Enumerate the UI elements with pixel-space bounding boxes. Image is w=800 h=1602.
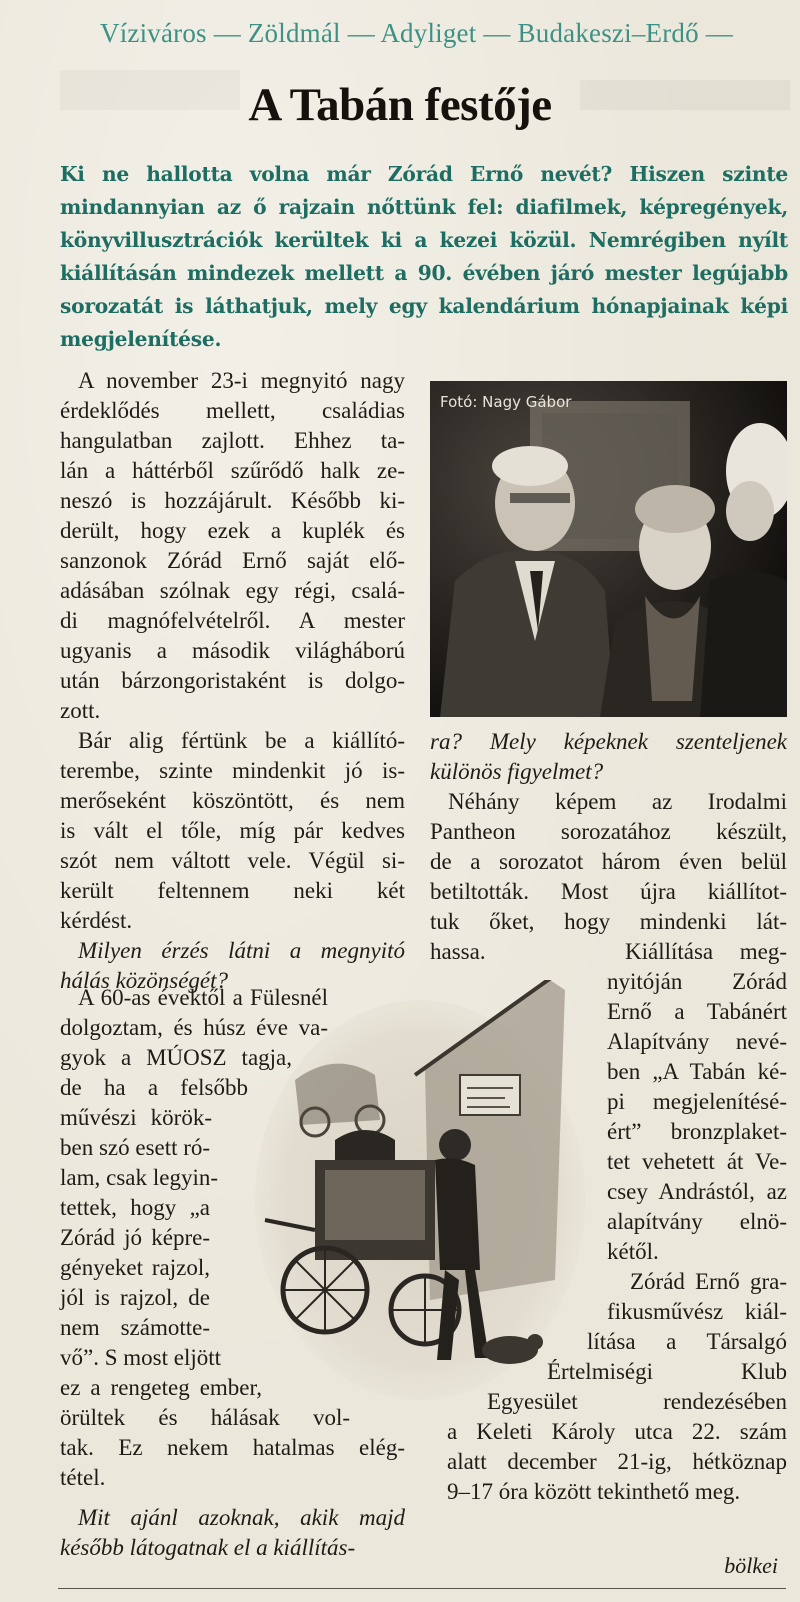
paragraph-line: de a sorozatot három éven belül <box>430 849 787 874</box>
paragraph-line: lítása a Társalgó <box>587 1329 787 1354</box>
illustration-organ-grinder <box>255 980 585 1400</box>
paragraph-line: tak. Ez nekem hatalmas elég- <box>60 1435 405 1460</box>
paragraph-line: alapítvány elnö- <box>607 1209 787 1234</box>
paragraph-line: Ernő a Tabánért <box>607 999 787 1024</box>
paragraph-line: vő”. S most eljött <box>60 1345 221 1370</box>
paragraph-line: ben „A Tabán ké- <box>607 1059 787 1084</box>
question-line: hálás közönségét? <box>60 968 229 993</box>
exhibition-photo <box>430 381 787 717</box>
paragraph-line: került feltennem neki két <box>60 878 405 903</box>
paragraph-line: Bár alig fértünk be a kiállító- <box>78 728 405 753</box>
paragraph-line: örültek és hálásak vol- <box>60 1405 350 1430</box>
paragraph-line: nyitóján Zórád <box>607 969 787 994</box>
paragraph-line: fikusművész kiál- <box>607 1299 787 1324</box>
paragraph-line: kétől. <box>607 1239 659 1264</box>
question-line: később látogatnak el a kiállítás- <box>60 1535 356 1560</box>
paragraph-line: Zórád Ernő gra- <box>630 1269 787 1294</box>
paragraph-line: zott. <box>60 698 101 723</box>
question-line: különös figyelmet? <box>430 759 604 784</box>
paragraph-line: A november 23-i megnyitó nagy <box>78 368 405 393</box>
paragraph-line: Pantheon sorozatához készült, <box>430 819 787 844</box>
paragraph-line: adásában szólnak egy régi, csalá- <box>60 578 405 603</box>
paragraph-line: Alapítvány nevé- <box>607 1029 787 1054</box>
paragraph-line: tétel. <box>60 1465 106 1490</box>
article-lead: Ki ne hallotta volna már Zórád Ernő nevét? Hiszen szinte mindannyian az ő rajzain nőttünk fel: diafilmek, képregények, könyvillusztrációk kerültek ki a kezei közül. Nemrégiben nyílt kiállításán mindezek mellett a 90. évében járó mester legújabb sorozatát is láthatjuk, mely egy kalendárium hónapjainak képi megjelenítése. <box>60 162 788 351</box>
paragraph-line: ugyanis a második világháború <box>60 638 405 663</box>
paragraph-line: hangulatban zajlott. Ehhez ta- <box>60 428 405 453</box>
paragraph-line: érdeklődés mellett, családias <box>60 398 405 423</box>
paragraph-line: tettek, hogy „a <box>60 1195 210 1220</box>
paragraph-line: di magnófelvételről. A mester <box>60 608 405 633</box>
paragraph-line: művészi körök- <box>60 1105 212 1130</box>
paragraph-line: jól is rajzol, de <box>60 1285 210 1310</box>
paragraph-line: ez a rengeteg ember, <box>60 1375 262 1400</box>
footer-rule <box>58 1588 786 1589</box>
paragraph-line: hassa. <box>430 939 486 964</box>
section-header-strip: Víziváros — Zöldmál — Adyliget — Budakeszi–Erdő — <box>100 18 733 48</box>
left-column-bottom <box>60 1503 405 1563</box>
paragraph-line: merőseként köszöntött, és nem <box>60 788 405 813</box>
paragraph-line: terembe, szinte mindenkit jó is- <box>60 758 405 783</box>
paragraph-line: 9–17 óra között tekinthető meg. <box>447 1479 741 1504</box>
paragraph-line: a Keleti Károly utca 22. szám <box>447 1419 787 1444</box>
paragraph-line: is vált el tőle, míg pár kedves <box>60 818 405 843</box>
photo-credit: Fotó: Nagy Gábor <box>440 393 572 411</box>
question-line: Milyen érzés látni a megnyitó <box>78 938 405 963</box>
paragraph-line: Néhány képem az Irodalmi <box>448 789 787 814</box>
paragraph-line: A 60-as évektől a Fülesnél <box>78 985 328 1010</box>
paragraph-line: betiltották. Most újra kiállítot- <box>430 879 787 904</box>
paragraph-line: de ha a felsőbb <box>60 1075 248 1100</box>
paragraph-line: ben szó esett ró- <box>60 1135 211 1160</box>
paragraph-line: tuk őket, hogy mindenki lát- <box>430 909 787 934</box>
paragraph-line: nem számotte- <box>60 1315 210 1340</box>
paragraph-line: dolgoztam, és húsz éve va- <box>60 1015 328 1040</box>
byline: bölkei <box>724 1553 778 1578</box>
paragraph-line: sanzonok Zórád Ernő saját elő- <box>60 548 405 573</box>
paragraph-line: pi megjelenítésé- <box>607 1089 787 1114</box>
paragraph-line: tet vehetett át Ve- <box>607 1149 787 1174</box>
right-column <box>430 727 787 967</box>
illustration-image <box>255 980 585 1400</box>
paragraph-line: után bárzongoristaként is dolgo- <box>60 668 405 693</box>
paragraph-line: neszó is hozzájárult. Később ki- <box>60 488 405 513</box>
question-line: ra? Mely képeknek szenteljenek <box>430 729 787 754</box>
left-column <box>60 366 405 996</box>
paragraph-line: szót nem váltott vele. Végül si- <box>60 848 405 873</box>
paragraph-line: gyok a MÚOSZ tagja, <box>60 1045 292 1070</box>
paragraph-line: Egyesület rendezésében <box>487 1389 787 1414</box>
paragraph-line: csey Andrástól, az <box>607 1179 787 1204</box>
paragraph-line: gényeket rajzol, <box>60 1255 210 1280</box>
paragraph-line: Zórád jó képre- <box>60 1225 210 1250</box>
paragraph-line: Kiállítása meg- <box>625 939 787 964</box>
paragraph-line: Értelmiségi Klub <box>547 1359 787 1384</box>
paragraph-line: lam, csak legyin- <box>60 1165 218 1190</box>
paragraph-line: alatt december 21-ig, hétköznap <box>447 1449 787 1474</box>
paragraph-line: kérdést. <box>60 908 133 933</box>
article-title: A Tabán festője <box>248 79 552 131</box>
question-line: Mit ajánl azoknak, akik majd <box>78 1505 405 1530</box>
photo-image <box>430 381 787 717</box>
paragraph-line: derült, hogy ezek a kuplék és <box>60 518 405 543</box>
paragraph-line: ért” bronzplaket- <box>607 1119 787 1144</box>
paragraph-line: lán a háttérből szűrődő halk ze- <box>60 458 405 483</box>
